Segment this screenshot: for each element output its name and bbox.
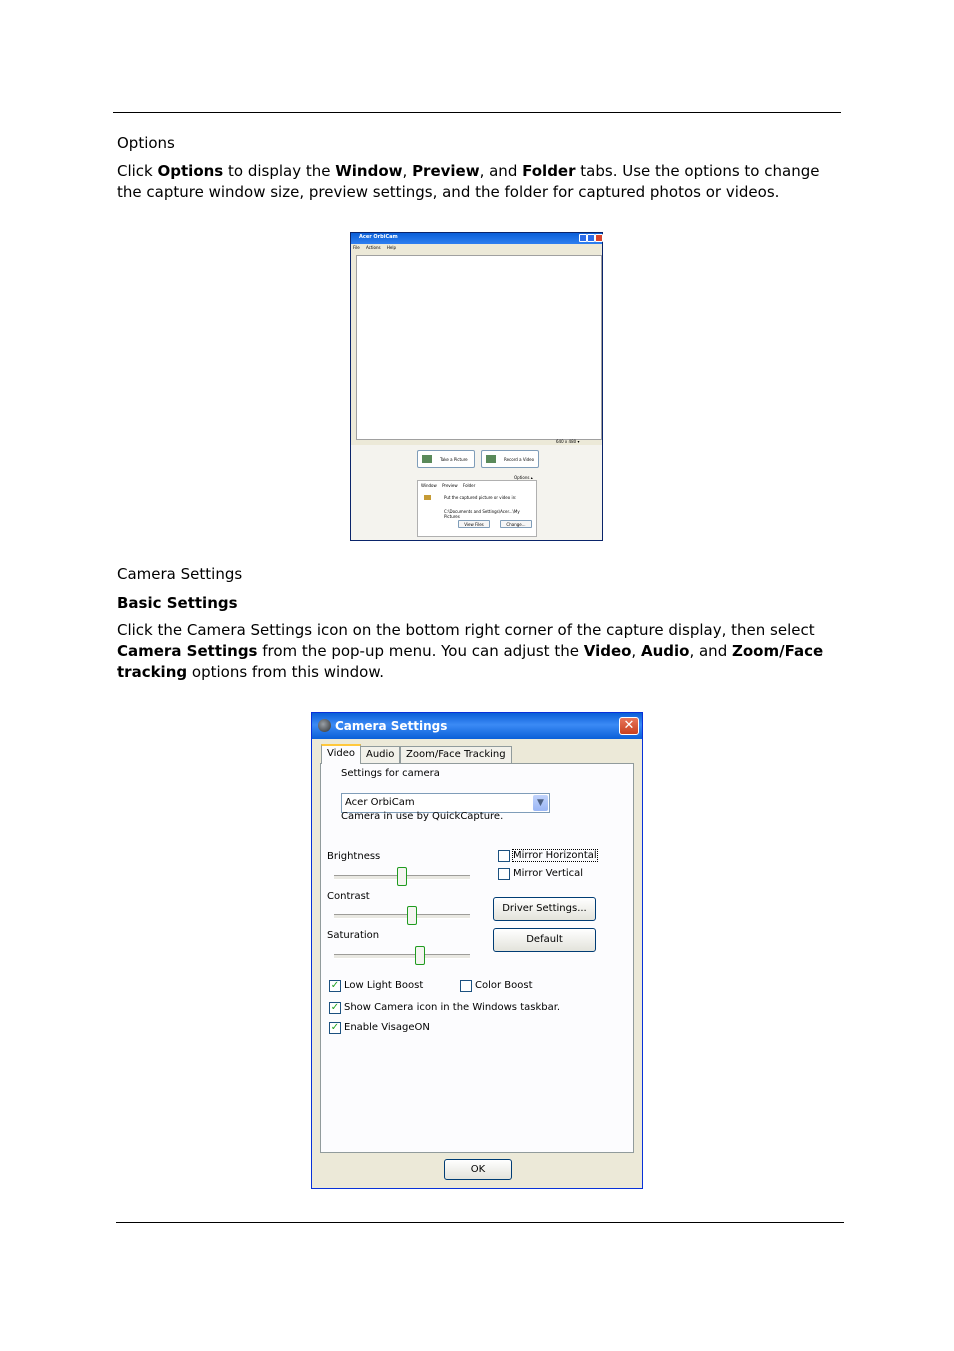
bold-audio: Audio xyxy=(640,642,690,660)
contrast-track[interactable] xyxy=(334,914,470,919)
webcam-icon xyxy=(318,719,331,732)
text-run: , xyxy=(631,642,641,660)
record-video-button[interactable] xyxy=(481,450,539,468)
brightness-slider[interactable] xyxy=(397,867,407,886)
close-icon[interactable]: ✕ xyxy=(619,717,639,735)
resolution-selector[interactable]: 640 x 480 ▾ xyxy=(556,439,580,444)
color-boost-checkbox[interactable] xyxy=(460,980,472,992)
camera-icon xyxy=(422,455,432,463)
bold-preview: Preview xyxy=(412,162,480,180)
brightness-label: Brightness xyxy=(327,851,381,862)
tab-zoom-face-tracking[interactable]: Zoom/Face Tracking xyxy=(400,746,512,763)
orbicam-window xyxy=(350,232,603,541)
close-button[interactable] xyxy=(595,234,603,242)
bold-folder: Folder xyxy=(522,162,576,180)
camera-select-value: Acer OrbiCam xyxy=(345,797,415,808)
folder-path: C:\Documents and Settings\Acer...\My Pictures xyxy=(444,509,520,519)
record-video-label: Record a Video xyxy=(504,457,535,462)
menu-help[interactable]: Help xyxy=(386,245,397,250)
bottom-rule xyxy=(116,1222,844,1223)
contrast-label: Contrast xyxy=(327,891,370,902)
text-run: from the pop-up menu. You can adjust the xyxy=(257,642,584,660)
options-panel xyxy=(417,480,537,537)
ok-button[interactable]: OK xyxy=(444,1159,512,1180)
options-paragraph xyxy=(117,161,842,203)
mirror-vertical-label: Mirror Vertical xyxy=(513,868,584,879)
options-tabs xyxy=(421,483,479,488)
top-rule xyxy=(113,112,841,113)
minimize-button[interactable] xyxy=(579,234,587,242)
tab-audio[interactable]: Audio xyxy=(360,746,400,763)
bold-options: Options xyxy=(157,162,224,180)
bold-zoom-face-tracking: Zoom/Face tracking xyxy=(117,642,824,681)
text-run: options from this window. xyxy=(187,663,385,681)
take-picture-label: Take a Picture xyxy=(440,457,468,462)
text-run: , and xyxy=(689,642,732,660)
capture-display xyxy=(356,255,602,440)
basic-settings-paragraph xyxy=(117,620,842,683)
mirror-horizontal-label: Mirror Horizontal xyxy=(513,850,597,861)
tab-folder[interactable]: Folder xyxy=(462,483,476,488)
orbicam-menubar xyxy=(353,245,401,250)
menu-file[interactable]: File xyxy=(353,245,360,250)
show-camera-icon-checkbox[interactable]: ✓ xyxy=(330,1002,340,1013)
camera-select[interactable] xyxy=(341,793,550,813)
orbicam-title: Acer OrbiCam xyxy=(359,234,398,240)
driver-settings-button[interactable]: Driver Settings... xyxy=(493,897,596,921)
bold-camera-settings: Camera Settings xyxy=(117,642,258,660)
tab-video[interactable]: Video xyxy=(321,744,361,764)
take-picture-button[interactable] xyxy=(417,450,475,468)
enable-visageon-checkbox[interactable]: ✓ xyxy=(330,1022,340,1033)
text-run: to display the xyxy=(223,162,336,180)
orbicam-titlebar xyxy=(351,233,602,244)
camera-settings-dialog xyxy=(311,712,643,1189)
folder-icon xyxy=(424,495,431,500)
text-run: Click xyxy=(117,162,158,180)
enable-visageon-label: Enable VisageON xyxy=(344,1022,430,1033)
low-light-boost-checkbox[interactable]: ✓ xyxy=(330,980,340,991)
camera-settings-heading: Camera Settings xyxy=(117,565,243,583)
mirror-horizontal-checkbox[interactable] xyxy=(498,850,510,862)
settings-for-camera-label: Settings for camera xyxy=(341,768,440,779)
bold-video: Video xyxy=(583,642,632,660)
saturation-label: Saturation xyxy=(327,930,380,941)
options-toggle[interactable]: Options ▴ xyxy=(514,475,533,480)
saturation-slider[interactable] xyxy=(415,946,425,965)
dialog-titlebar xyxy=(312,713,642,739)
text-run: tabs. Use the options to change the capture window size, preview settings, and the folder for captured photos or videos. xyxy=(117,162,820,201)
low-light-boost-label: Low Light Boost xyxy=(344,980,424,991)
video-tab-panel xyxy=(320,763,634,1153)
tab-preview[interactable]: Preview xyxy=(442,483,458,488)
bold-window: Window xyxy=(335,162,403,180)
video-camera-icon xyxy=(486,455,496,463)
change-button[interactable]: Change... xyxy=(500,520,532,528)
chevron-down-icon[interactable]: ▼ xyxy=(533,795,548,811)
default-button[interactable]: Default xyxy=(493,928,596,952)
saturation-track[interactable] xyxy=(334,954,470,959)
text-run: , and xyxy=(479,162,523,180)
contrast-slider[interactable] xyxy=(407,906,417,925)
show-camera-icon-label: Show Camera icon in the Windows taskbar. xyxy=(344,1002,561,1013)
view-files-button[interactable]: View Files xyxy=(458,520,490,528)
maximize-button[interactable] xyxy=(587,234,595,242)
basic-settings-heading: Basic Settings xyxy=(117,594,238,612)
tab-window[interactable]: Window xyxy=(421,483,437,488)
color-boost-label: Color Boost xyxy=(475,980,533,991)
menu-actions[interactable]: Actions xyxy=(365,245,381,250)
folder-instruction: Put the captured picture or video in: xyxy=(444,495,517,500)
options-heading: Options xyxy=(117,134,175,152)
text-run: Click the Camera Settings icon on the bottom right corner of the capture display, then select xyxy=(117,621,815,639)
dialog-title: Camera Settings xyxy=(335,719,448,733)
text-run: , xyxy=(402,162,413,180)
camera-in-use-text: Camera in use by QuickCapture. xyxy=(341,811,504,822)
mirror-vertical-checkbox[interactable] xyxy=(498,868,510,880)
